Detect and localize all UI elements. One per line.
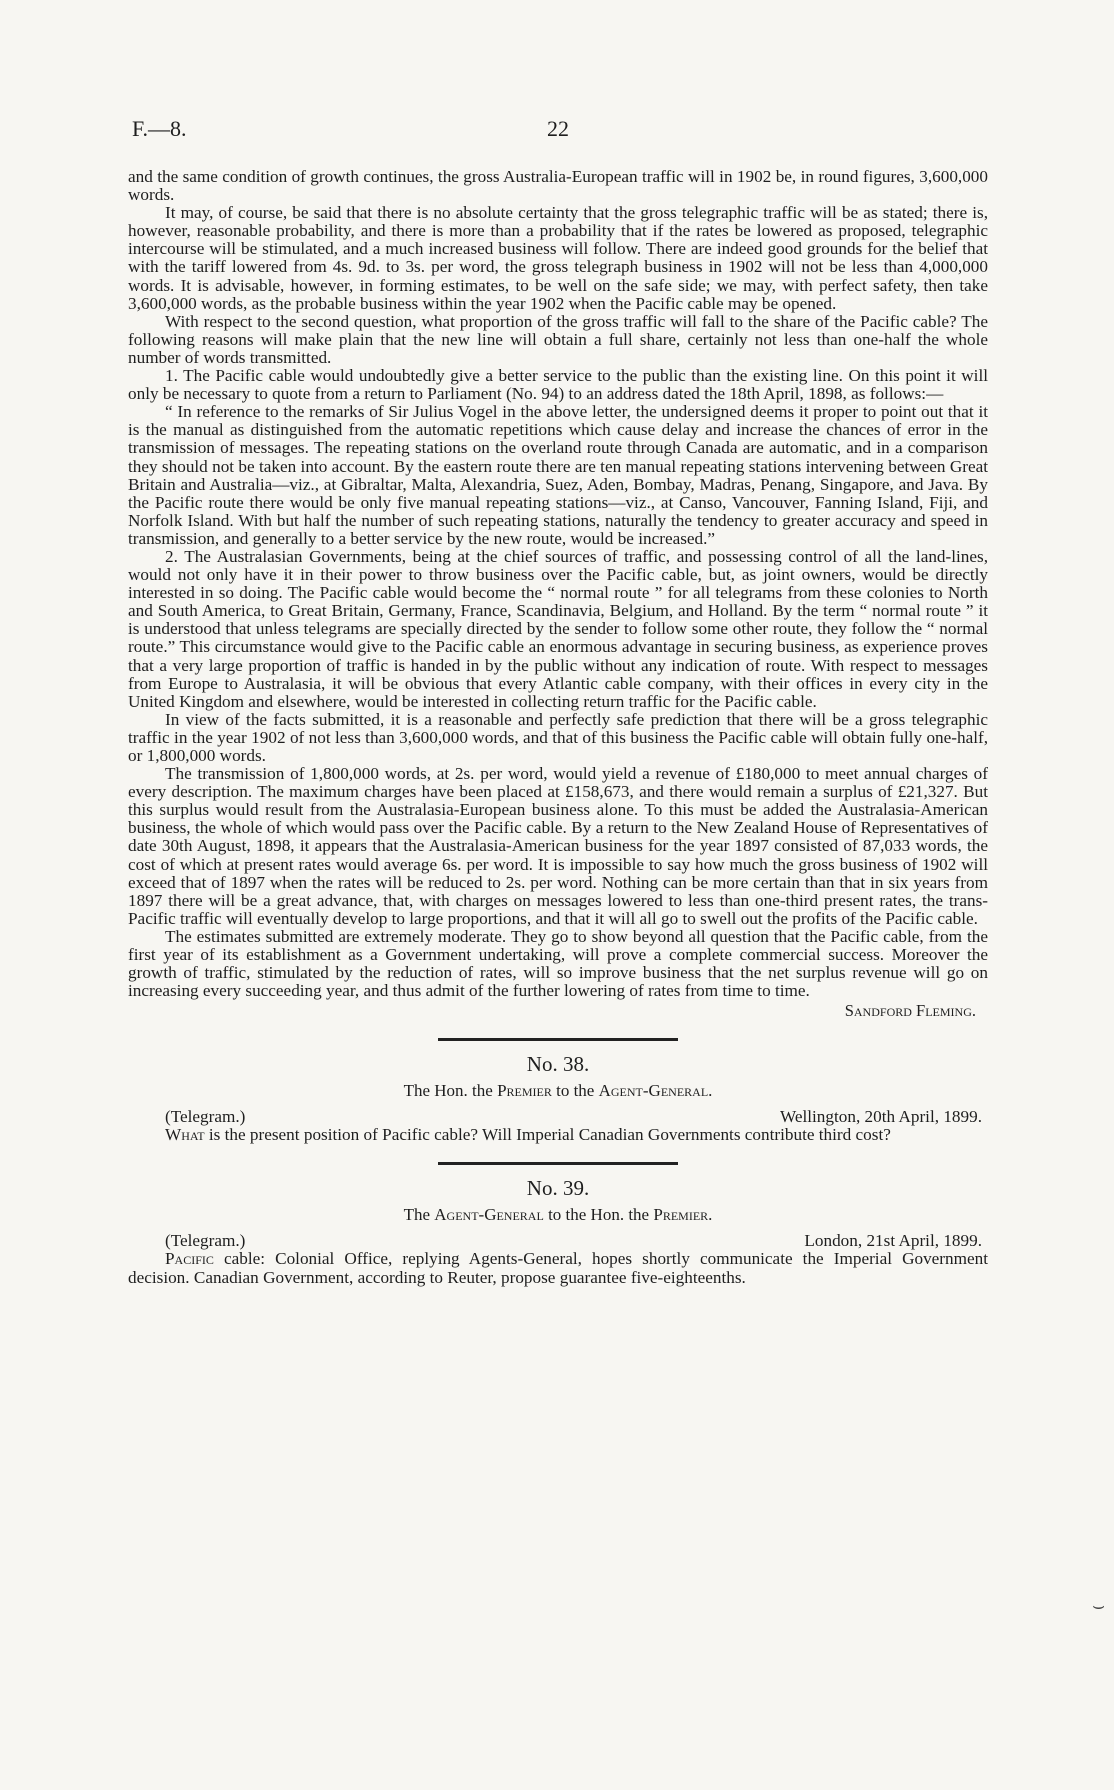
paragraph: The transmission of 1,800,000 words, at 2s. per word, would yield a revenue of £180,000 to meet annual charges of every description. The maximum charges have been placed at £158,673, and there would remain a surplus of £21,327. But this surplus would result from the Australasia-European business alone. To this must be added the Australasia-American business, the whole of which would pass over the Pacific cable. By a return to the New Zealand House of Representatives of date 30th August, 1898, it appears that the Australasia-American business for the year 1897 consisted of 87,033 words, the cost of which at present rates would average 6s. per word. It is impossible to say how much the gross business of 1902 will exceed that of 1897 when the rates will be reduced to 2s. per word. Nothing can be more certain than that in six years from 1897 there will be a great advance, that, with charges on messages lowered to less than one-third present rates, the trans-Pacific traffic will eventually develop to large proportions, and that it will all go to swell out the profits of the Pacific cable. — [128, 764, 988, 928]
margin-mark-icon: ⌣ — [1092, 1595, 1106, 1617]
section-rule — [438, 1162, 678, 1165]
paragraph: The estimates submitted are extremely moderate. They go to show beyond all question that the Pacific cable, from the first year of its establishment as a Government undertaking, will prove a complete commercial success. Moreover the growth of traffic, stimulated by the reduction of rates, will so improve business that the net surplus revenue will go on increasing every succeeding year, and thus admit of the further lowering of rates from time to time. — [128, 926, 988, 1001]
paragraph: 2. The Australasian Governments, being at the chief sources of traffic, and possessing control of all the land-lines, would not only have it in their power to throw business over the Pacific cable, but, as joint owners, would be directly interested in so doing. The Pacific cable would become the “ normal route ” for all telegrams from these colonies to North and South America, to Great Britain, Germany, France, Scandinavia, Belgium, and Holland. By the term “ normal route ” it is understood that unless telegrams are specially directed by the sender to follow some other route, they follow the “ normal route.” This circumstance would give to the Pacific cable an enormous advantage in securing business, as experience proves that a very large proportion of traffic is handed in by the public without any indication of route. With respect to messages from Europe to Australasia, it will be obvious that every Atlantic cable company, with their offices in every city in the United Kingdom and elsewhere, would be interested in collecting return traffic for the Pacific cable. — [128, 546, 988, 711]
page-header — [132, 116, 992, 146]
document-heading: The Hon. the Premier to the Agent-General. — [403, 1081, 713, 1101]
message-type: (Telegram.) — [165, 1107, 246, 1127]
document-no-39 — [128, 1175, 988, 1286]
paragraph: and the same condition of growth continues, the gross Australia-European traffic will in 1902 be, in round figures, 3,600,000 words. — [128, 167, 988, 205]
signature: Sandford Fleming. — [844, 1001, 976, 1021]
page-number: 22 — [547, 116, 569, 141]
place-date: London, 21st April, 1899. — [804, 1231, 982, 1251]
section-rule — [438, 1038, 678, 1041]
paragraph: With respect to the second question, what proportion of the gross traffic will fall to the share of the Pacific cable? The following reasons will make plain that the new line will obtain a full share, certainly not less than one-half the whole number of words transmitted. — [128, 311, 988, 367]
document-number: No. 38. — [526, 1052, 590, 1077]
document-heading: The Agent-General to the Hon. the Premier. — [403, 1205, 713, 1225]
paragraph: In view of the facts submitted, it is a reasonable and perfectly safe prediction that there will be a gross telegraphic traffic in the year 1902 of not less than 3,600,000 words, and that of this business the Pacific cable will obtain fully one-half, or 1,800,000 words. — [128, 709, 988, 765]
paper-reference: F.—8. — [132, 116, 187, 141]
dateline — [128, 1107, 988, 1126]
paragraph: It may, of course, be said that there is no absolute certainty that the gross telegraphic traffic will be as stated; there is, however, reasonable probability, and there is more than a probability that if the rates be lowered as proposed, telegraphic intercourse will be stimulated, and a much increased business will follow. There are indeed good grounds for the belief that with the tariff lowered from 4s. 9d. to 3s. per word, the gross telegraph business in 1902 will not be less than 4,000,000 words. It is advisable, however, in forming estimates, to be well on the safe side; we may, with perfect safety, then take 3,600,000 words, as the probable business within the year 1902 when the Pacific cable may be opened. — [128, 203, 988, 313]
dateline — [128, 1231, 988, 1250]
paragraph: 1. The Pacific cable would undoubtedly give a better service to the public than the existing line. On this point it will only be necessary to quote from a return to Parliament (No. 94) to an address dated the 18th April, 1898, as follows:— — [128, 366, 988, 404]
telegram-text: Pacific cable: Colonial Office, replying Agents-General, hopes shortly communicate the Imperial Government decision. Canadian Government, according to Reuter, propose guarantee five-eighteenths. — [128, 1249, 988, 1287]
place-date: Wellington, 20th April, 1899. — [780, 1107, 982, 1127]
quoted-paragraph: “ In reference to the remarks of Sir Julius Vogel in the above letter, the undersigned deems it proper to point out that it is the manual as distinguished from the automatic repetitions which cause delay and increase the chances of error in the transmission of messages. The repeating stations on the overland route through Canada are automatic, and in a comparison they should not be taken into account. By the eastern route there are ten manual repeating stations intervening between Great Britain and Australia—viz., at Gibraltar, Malta, Alexandria, Suez, Aden, Bombay, Madras, Penang, Singapore, and Java. By the Pacific route there would be only five manual repeating stations—viz., at Canso, Vancouver, Fanning Island, Fiji, and Norfolk Island. With but half the number of such repeating stations, naturally the tendency to greater accuracy and speed in transmission, and generally to a better service by the new route, would be increased.” — [128, 402, 988, 548]
document-number: No. 39. — [526, 1176, 590, 1201]
document-no-38 — [128, 1051, 988, 1144]
document-body — [128, 168, 988, 1287]
message-type: (Telegram.) — [165, 1231, 246, 1251]
telegram-text: What is the present position of Pacific cable? Will Imperial Canadian Governments contribute third cost? — [165, 1125, 891, 1145]
